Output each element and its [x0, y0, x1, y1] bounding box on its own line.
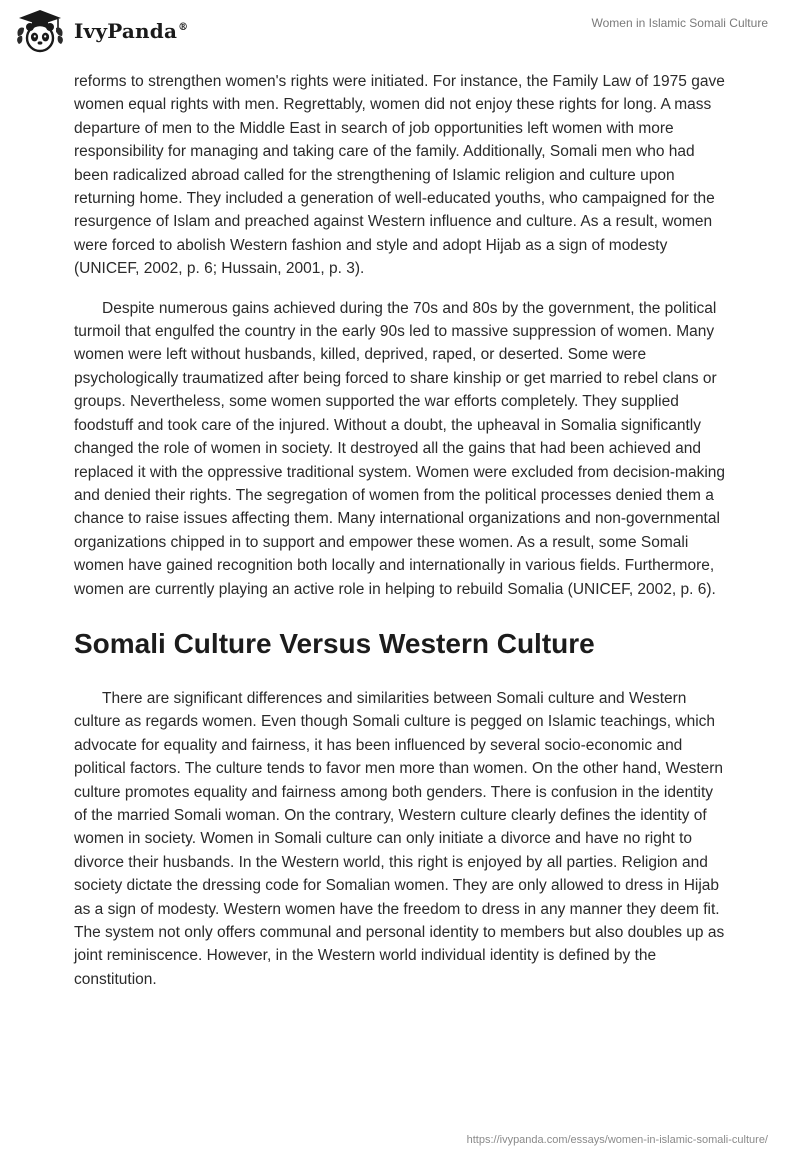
paragraph: reforms to strengthen women's rights were initiated. For instance, the Family Law of 1975 gave women equal rights with men. Regrettably, women did not enjoy these rights for long. A mass departure of men to the Middle East in search of job opportunities left women with more responsibility for managing and taking care of the family. Additionally, Somali men who had been radicalized abroad called for the strengthening of Islamic religion and culture upon returning home. They included a generation of well-educated youths, who campaigned for the resurgence of Islam and preached against Western influence and culture. As a result, women were forced to abolish Western fashion and style and adopt Hijab as a sign of modesty (UNICEF, 2002, p. 6; Hussain, 2001, p. 3). — [74, 73, 725, 278]
ivypanda-logo[interactable] — [14, 8, 188, 54]
paragraph: Despite numerous gains achieved during the 70s and 80s by the government, the political turmoil that engulfed the country in the early 90s led to massive suppression of women. Many women were left without husbands, killed, deprived, raped, or deserted. Some were psychologically traumatized after being forced to share kinship or get married to rebel clans or groups. Nevertheless, some women supported the war efforts completely. They supplied foodstuff and took care of the injured. Without a doubt, the upheaval in Somalia significantly changed the role of women in society. It destroyed all the gains that had been achieved and replaced it with the oppressive traditional system. Women were excluded from decision-making and denied their rights. The segregation of women from the political processes denied them a chance to raise issues affecting them. Many international organizations and non-governmental organizations chipped in to support and empower these women. As a result, some Somali women have gained recognition both locally and internationally in various fields. Furthermore, women are currently playing an active role in helping to rebuild Somalia (UNICEF, 2002, p. 6). — [74, 299, 726, 598]
footer-url[interactable]: https://ivypanda.com/essays/women-in-islamic-somali-culture/ — [466, 1134, 768, 1146]
section-heading: Somali Culture Versus Western Culture — [74, 627, 595, 659]
registered-mark: ® — [178, 22, 189, 34]
panda-graduation-cap-icon — [14, 8, 66, 54]
brand-name-text: IvyPanda — [74, 19, 178, 43]
running-title: Women in Islamic Somali Culture — [591, 16, 768, 30]
paragraph: There are significant differences and similarities between Somali culture and Western culture as regards women. Even though Somali culture is pegged on Islamic teachings, which advocate for equality and fairness, it has been influenced by several socio-economic and political factors. The culture tends to favor men more than women. On the other hand, Western culture promotes equality and fairness among both genders. There is confusion in the identity of the married Somali woman. On the contrary, Western culture clearly defines the identity of women in society. Women in Somali culture can only initiate a divorce and have no right to divorce their husbands. In the Western world, this right is enjoyed by all parties. Religion and society dictate the dressing code for Somalian women. They are only allowed to dress in Hijab as a sign of modesty. Western women have the freedom to dress in any manner they deem fit. The system not only offers communal and personal identity to members but also doubles up as joint reminiscence. However, in the Western world individual identity is defined by the constitution. — [74, 689, 725, 988]
brand-name — [74, 19, 188, 43]
essay-body — [74, 70, 726, 1007]
page-header — [0, 0, 800, 62]
